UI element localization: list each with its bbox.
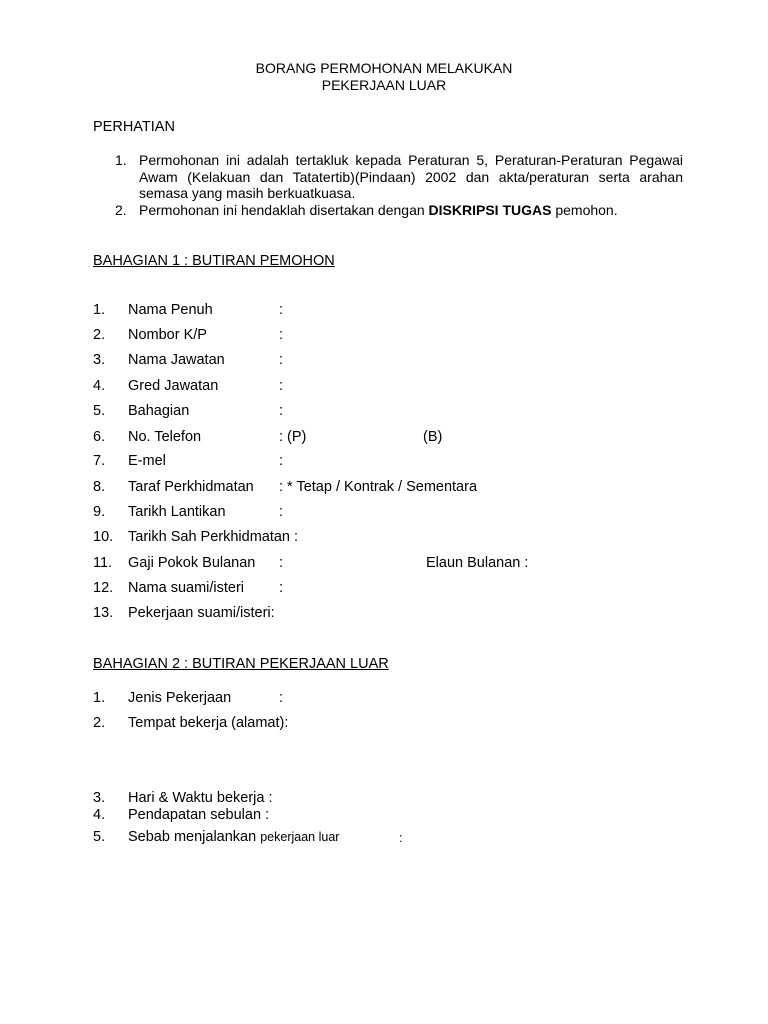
field-number: 7. — [93, 453, 106, 469]
note-item — [93, 202, 683, 219]
note-bold-text: DISKRIPSI TUGAS — [428, 201, 552, 218]
field-label: Nama Jawatan — [128, 352, 225, 368]
note-number: 1. — [115, 152, 127, 168]
section2-heading: BAHAGIAN 2 : BUTIRAN PEKERJAAN LUAR — [93, 656, 389, 672]
field-colon: : (P) — [279, 429, 307, 445]
field-label-small: pekerjaan luar — [260, 830, 340, 844]
field-number: 6. — [93, 429, 106, 445]
field-colon: : — [279, 352, 284, 368]
field-colon: : — [279, 302, 284, 318]
field-colon: : — [279, 504, 284, 520]
field-label: E-mel — [128, 453, 166, 469]
form-title-line2: PEKERJAAN LUAR — [321, 77, 447, 93]
field-colon: : — [279, 378, 284, 394]
form-title-line1: BORANG PERMOHONAN MELAKUKAN — [255, 60, 513, 76]
field-colon: : — [279, 403, 284, 419]
field-number: 4. — [93, 378, 106, 394]
field-label: Taraf Perkhidmatan — [128, 479, 254, 495]
field-colon: : * Tetap / Kontrak / Sementara — [279, 479, 478, 495]
field-number: 1. — [93, 690, 106, 706]
field-colon: : — [399, 831, 403, 845]
note-number: 2. — [115, 201, 127, 218]
field-colon: : — [279, 555, 284, 571]
field-extra-label: Elaun Bulanan : — [426, 555, 529, 571]
field-number: 4. — [93, 807, 106, 823]
field-number: 2. — [93, 327, 106, 343]
field-label: Nombor K/P — [128, 327, 207, 343]
section1-heading: BAHAGIAN 1 : BUTIRAN PEMOHON — [93, 253, 335, 269]
note-text: Permohonan ini adalah tertakluk kepada Peraturan 5, Peraturan-Peraturan Pegawai Awam (Kelakuan dan Tatatertib)(Pindaan) 2002 dan akta/peraturan serta arahan semasa yang masih berkuatkuasa. — [139, 152, 683, 201]
field-number: 5. — [93, 403, 106, 419]
field-label: Pekerjaan suami/isteri: — [128, 605, 275, 621]
field-label: Gred Jawatan — [128, 378, 219, 394]
field-number: 9. — [93, 504, 106, 520]
field-label: Nama Penuh — [128, 302, 213, 318]
note-text-after: pemohon. — [551, 201, 618, 218]
field-label-group — [128, 828, 339, 846]
field-label: Tempat bekerja (alamat): — [128, 715, 289, 731]
field-label: Tarikh Sah Perkhidmatan : — [128, 529, 299, 545]
field-colon: : — [279, 580, 284, 596]
field-colon: : — [279, 453, 284, 469]
field-number: 11. — [93, 555, 113, 571]
perhatian-heading: PERHATIAN — [93, 119, 175, 135]
field-number: 10. — [93, 529, 114, 545]
notes-list — [93, 152, 683, 218]
field-label: Jenis Pekerjaan — [128, 690, 232, 706]
field-label: No. Telefon — [128, 429, 202, 445]
field-label: Nama suami/isteri — [128, 580, 245, 596]
field-number: 12. — [93, 580, 114, 596]
field-colon: : — [279, 327, 284, 343]
field-number: 3. — [93, 790, 106, 806]
field-label: Hari & Waktu bekerja : — [128, 790, 273, 806]
field-label: Sebab menjalankan — [128, 829, 257, 845]
field-number: 3. — [93, 352, 106, 368]
field-number: 13. — [93, 605, 114, 621]
note-text-before: Permohonan ini hendaklah disertakan dengan — [139, 201, 429, 218]
field-colon: : — [279, 690, 284, 706]
field-label: Pendapatan sebulan : — [128, 807, 270, 823]
field-number: 5. — [93, 829, 106, 845]
field-label: Tarikh Lantikan — [128, 504, 226, 520]
field-label: Bahagian — [128, 403, 190, 419]
field-number: 8. — [93, 479, 106, 495]
note-item — [93, 152, 683, 202]
field-label: Gaji Pokok Bulanan — [128, 555, 256, 571]
field-number: 2. — [93, 715, 106, 731]
field-extra-label: (B) — [423, 429, 443, 445]
field-number: 1. — [93, 302, 106, 318]
